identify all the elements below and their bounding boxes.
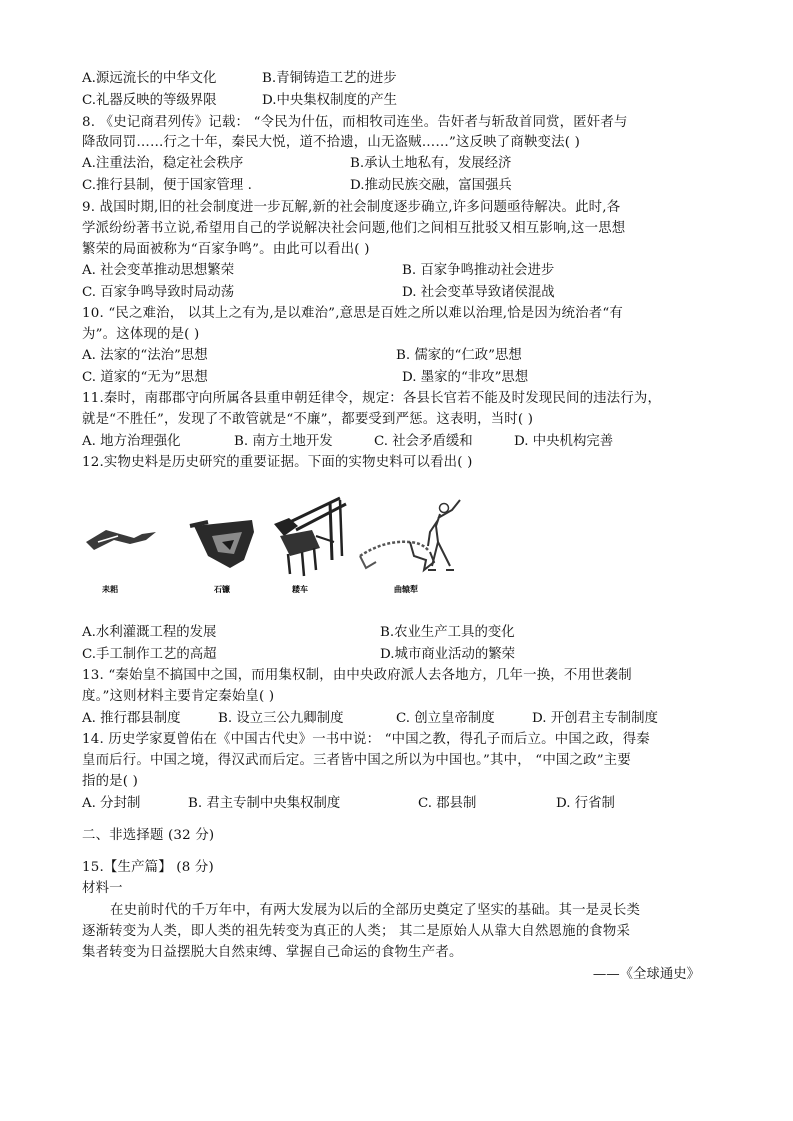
q14-stem-line3: 指的是( ) xyxy=(82,774,139,789)
q11-stem-line1: 11.秦时，南郡郡守向所属各县重申朝廷律令，规定：各县长官若不能及时发现民间的违法行为， xyxy=(82,391,662,406)
q10-option-a: A. 法家的“法治”思想 xyxy=(82,348,208,363)
q8-option-d: D.推动民族交融，富国强兵 xyxy=(350,178,512,193)
q13-stem-line2: 度。”这则材料主要肯定秦始皇( ) xyxy=(82,689,275,704)
q13-stem-line1: 13. “秦始皇不搞国中之国，而用集权制，由中央政府派人去各地方，几年一换，不用世袭制 xyxy=(82,668,632,683)
q10-option-c: C. 道家的“无为”思想 xyxy=(82,370,208,385)
q14-stem-line1: 14. 历史学家夏曾佑在《中国古代史》一书中说： “中国之教，得孔子而后立。中国之政，得秦 xyxy=(82,732,650,747)
q8-option-a: A.注重法治，稳定社会秩序 xyxy=(82,156,244,171)
q8-stem-line2: 降敌同罚……行之十年，秦民大悦，道不拾遗，山无盗贼……”这反映了商鞅变法( ) xyxy=(82,135,581,150)
q12-option-b: B.农业生产工具的变化 xyxy=(380,625,515,640)
q7-option-b: B.青铜铸造工艺的进步 xyxy=(262,71,397,86)
q13-option-d: D. 开创君主专制制度 xyxy=(532,711,658,726)
q9-stem-line1: 9. 战国时期,旧的社会制度进一步瓦解,新的社会制度逐步确立,许多问题亟待解决。此时,各 xyxy=(82,200,621,215)
caption-curved-plough: 曲辕犁 xyxy=(394,585,418,594)
q15-material-para-line3: 集者转变为日益摆脱大自然束缚、掌握自己命运的食物生产者。 xyxy=(82,945,463,960)
q15-heading: 15.【生产篇】 (8 分) xyxy=(82,860,214,875)
q8-option-b: B.承认土地私有，发展经济 xyxy=(350,156,512,171)
q9-stem-line3: 繁荣的局面被称为“百家争鸣”。由此可以看出( ) xyxy=(82,242,370,257)
caption-seed-drill: 耧车 xyxy=(292,585,308,594)
q14-option-c: C. 郡县制 xyxy=(418,796,477,811)
q11-option-a: A. 地方治理强化 xyxy=(82,434,181,449)
farming-tools-figure xyxy=(84,496,484,596)
q9-stem-line2: 学派纷纷著书立说,希望用自己的学说解决社会问题,他们之间相互批驳又相互影响,这一思想 xyxy=(82,221,626,236)
q13-option-c: C. 创立皇帝制度 xyxy=(396,711,495,726)
q9-option-d: D. 社会变革导致诸侯混战 xyxy=(402,285,555,300)
seed-drill-image xyxy=(274,498,346,576)
q10-option-b: B. 儒家的“仁政”思想 xyxy=(396,348,522,363)
curved-plough-image xyxy=(360,500,460,570)
q8-stem-line1: 8. 《史记商君列传》记载： “令民为什伍，而相牧司连坐。告奸者与斩敌首同赏，匿奸者与 xyxy=(82,115,628,130)
q12-option-a: A.水利灌溉工程的发展 xyxy=(82,625,217,640)
q14-option-a: A. 分封制 xyxy=(82,796,141,811)
q13-option-a: A. 推行郡县制度 xyxy=(82,711,181,726)
q11-stem-line2: 就是“不胜任”，发现了不敢管就是“不廉”，都要受到严惩。这表明，当时( ) xyxy=(82,412,534,427)
q8-option-c: C.推行县制，便于国家管理 . xyxy=(82,178,252,193)
q10-stem-line1: 10. “民之难治， 以其上之有为,是以难治”,意思是百姓之所以难以治理,恰是因为统治者“有 xyxy=(82,306,623,321)
q10-stem-line2: 为”。这体现的是( ) xyxy=(82,327,200,342)
q12-option-d: D.城市商业活动的繁荣 xyxy=(380,647,516,662)
q15-source-citation: ——《全球通史》 xyxy=(592,967,700,982)
q15-material-label: 材料一 xyxy=(82,881,123,896)
q14-option-b: B. 君主专制中央集权制度 xyxy=(188,796,341,811)
caption-leisi: 耒耜 xyxy=(102,585,118,594)
q10-option-d: D. 墨家的“非攻”思想 xyxy=(402,370,529,385)
q11-option-c: C. 社会矛盾缓和 xyxy=(374,434,473,449)
q15-material-para-line1: 在史前时代的千万年中，有两大发展为以后的全部历史奠定了坚实的基础。其一是灵长类 xyxy=(110,903,641,918)
caption-stone-sickle: 石镰 xyxy=(214,585,230,594)
q12-stem: 12.实物史料是历史研究的重要证据。下面的实物史料可以看出( ) xyxy=(82,455,473,470)
q14-stem-line2: 皇而后行。中国之境，得汉武而后定。三者皆中国之所以为中国也。”其中， “中国之政”主要 xyxy=(82,753,631,768)
q15-material-para-line2: 逐渐转变为人类，即人类的祖先转变为真正的人类； 其二是原始人从靠大自然恩施的食物采 xyxy=(82,924,631,939)
q13-option-b: B. 设立三公九卿制度 xyxy=(218,711,344,726)
q11-option-d: D. 中央机构完善 xyxy=(514,434,614,449)
q7-option-d: D.中央集权制度的产生 xyxy=(262,93,398,108)
q7-option-a: A.源远流长的中华文化 xyxy=(82,71,217,86)
q9-option-a: A. 社会变革推动思想繁荣 xyxy=(82,263,235,278)
q9-option-c: C. 百家争鸣导致时局动荡 xyxy=(82,285,235,300)
stone-sickle-image xyxy=(190,520,254,568)
q11-option-b: B. 南方土地开发 xyxy=(234,434,333,449)
q7-option-c: C.礼器反映的等级界限 xyxy=(82,93,217,108)
q12-option-c: C.手工制作工艺的高超 xyxy=(82,647,217,662)
section2-title: 二、非选择题 (32 分) xyxy=(82,828,215,843)
leisi-tool-image xyxy=(86,530,156,550)
q14-option-d: D. 行省制 xyxy=(556,796,615,811)
q9-option-b: B. 百家争鸣推动社会进步 xyxy=(402,263,555,278)
